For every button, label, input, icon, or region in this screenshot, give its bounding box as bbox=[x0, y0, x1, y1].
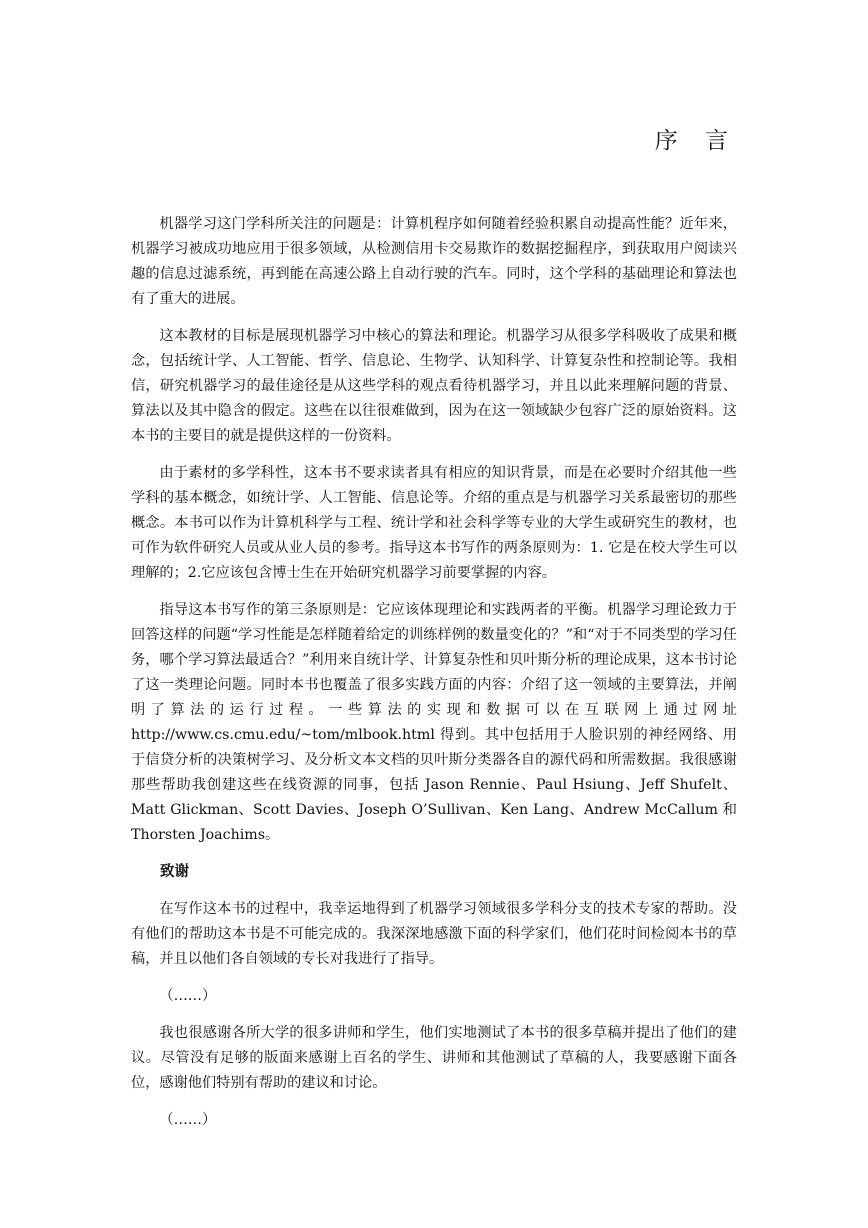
paragraph-6: 我也很感谢各所大学的很多讲师和学生，他们实地测试了本书的很多草稿并提出了他们的建议。尽管没有足够的版面来感谢上百名的学生、讲师和其他测试了草稿的人，我要感谢下面各位，感谢他们特别有帮助的建议和讨论。 bbox=[131, 1025, 737, 1091]
paragraph-4: 指导这本书写作的第三条原则是：它应该体现理论和实践两者的平衡。机器学习理论致力于回答这样的问题“学习性能是怎样随着给定的训练样例的数量变化的？”和“对于不同类型的学习任务，哪个学习算法最适合？”利用来自统计学、计算复杂性和贝叶斯分析的理论成果，这本书讨论了这一类理论问题。同时本书也覆盖了很多实践方面的内容：介绍了这一领域的主要算法，并阐明了算法的运行过程。一些算法的实现和数据可以在互联网上通过网址 http://www.cs.cmu.edu/~tom/mlbook.html 得到。其中包括用于人脸识别的神经网络、用于信贷分析的决策树学习、及分析文本文档的贝叶斯分类器各自的源代码和所需数据。我很感谢那些帮助我创建这些在线资源的同事，包括 Jason Rennie、Paul Hsiung、Jeff Shufelt、Matt Glickman、Scott Davies、Joseph O’Sullivan、Ken Lang、Andrew McCallum 和 Thorsten Joachims。 bbox=[131, 602, 737, 843]
omission-marker-2: （……） bbox=[159, 1112, 217, 1128]
paragraph-3: 由于素材的多学科性，这本书不要求读者具有相应的知识背景，而是在必要时介绍其他一些学科的基本概念，如统计学、人工智能、信息论等。介绍的重点是与机器学习关系最密切的那些概念。本书可以作为计算机科学与工程、统计学和社会科学等专业的大学生或研究生的教材，也可作为软件研究人员或从业人员的参考。指导这本书写作的两条原则为：1. 它是在校大学生可以理解的；2.它应该包含博士生在开始研究机器学习前要掌握的内容。 bbox=[131, 465, 737, 581]
omission-marker-1: （……） bbox=[159, 988, 217, 1004]
preface-body bbox=[131, 212, 737, 1145]
paragraph-5: 在写作这本书的过程中，我幸运地得到了机器学习领域很多学科分支的技术专家的帮助。没有他们的帮助这本书是不可能完成的。我深深地感激下面的科学家们，他们花时间检阅本书的草稿，并且以他们各自领域的专长对我进行了指导。 bbox=[131, 901, 737, 967]
paragraph-1: 机器学习这门学科所关注的问题是：计算机程序如何随着经验积累自动提高性能？近年来，机器学习被成功地应用于很多领域，从检测信用卡交易欺诈的数据挖掘程序，到获取用户阅读兴趣的信息过滤系统，再到能在高速公路上自动行驶的汽车。同时，这个学科的基础理论和算法也有了重大的进展。 bbox=[131, 216, 737, 307]
acknowledgments-heading: 致谢 bbox=[160, 864, 189, 880]
paragraph-2: 这本教材的目标是展现机器学习中核心的算法和理论。机器学习从很多学科吸收了成果和概念，包括统计学、人工智能、哲学、信息论、生物学、认知科学、计算复杂性和控制论等。我相信，研究机器学习的最佳途径是从这些学科的观点看待机器学习，并且以此来理解问题的背景、算法以及其中隐含的假定。这些在以往很难做到，因为在这一领域缺少包容广泛的原始资料。这本书的主要目的就是提供这样的一份资料。 bbox=[131, 328, 737, 444]
page-title: 序 言 bbox=[654, 128, 738, 154]
